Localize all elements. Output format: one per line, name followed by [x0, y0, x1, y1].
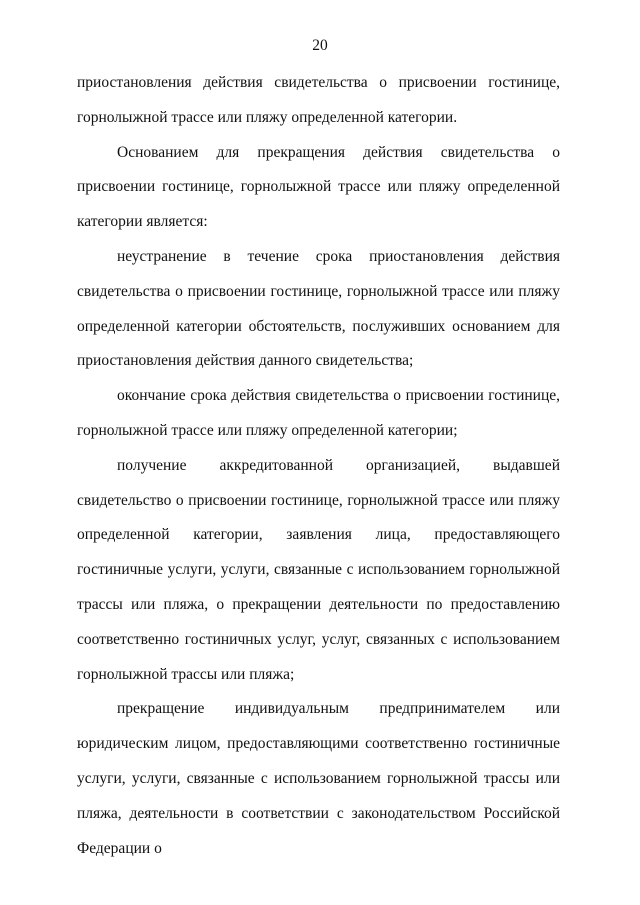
paragraph-application-received: получение аккредитованной организацией, выдавшей свидетельство о присвоении гостинице, горнолыжной трассе или пляжу определенной категории, заявления лица, предоставляющего гостиничные услуги, услуги, связанные с использованием горнолыжной трассы или пляжа, о прекращении деятельности по предоставлению соответственно гостиничных услуг, услуг, связанных с использованием горнолыжной трассы или пляжа; [77, 456, 560, 683]
paragraph-non-elimination: неустранение в течение срока приостановления действия свидетельства о присвоении гостинице, горнолыжной трассе или пляжу определенной категории обстоятельств, послуживших основанием для приостановления действия данного свидетельства; [77, 247, 560, 370]
paragraph-grounds-for-termination: Основанием для прекращения действия свидетельства о присвоении гостинице, горнолыжной трассе или пляжу определенной категории является: [77, 143, 560, 231]
paragraph-activity-termination: прекращение индивидуальным предпринимателем или юридическим лицом, предоставляющими соответственно гостиничные услуги, услуги, связанные с использованием горнолыжной трассы или пляжа, деятельности в соответствии с законодательством Российской Федерации о [77, 700, 560, 857]
paragraph-continuation: приостановления действия свидетельства о присвоении гостинице, горнолыжной трассе или пляжу определенной категории. [77, 74, 560, 126]
document-body [77, 66, 560, 866]
page-number: 20 [312, 37, 328, 54]
paragraph-expiration: окончание срока действия свидетельства о присвоении гостинице, горнолыжной трассе или пляжу определенной категории; [77, 387, 560, 439]
